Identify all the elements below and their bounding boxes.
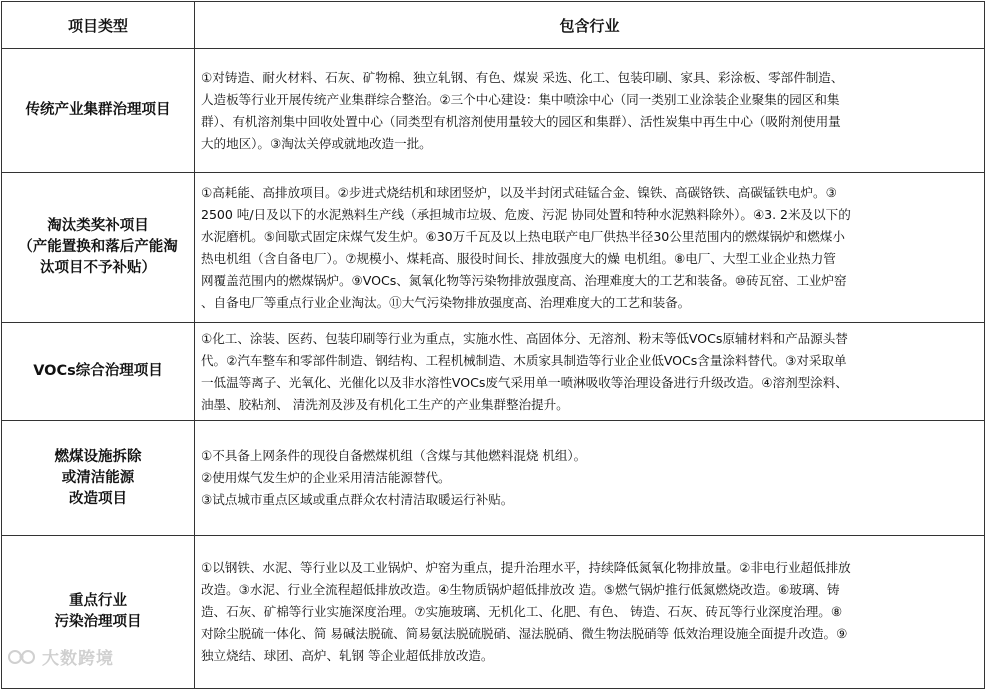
table-row	[2, 536, 985, 689]
project-type-text: 汰项目不予补贴）	[40, 260, 156, 276]
project-type-text: 燃煤设施拆除	[54, 448, 142, 465]
project-type-text: 污染治理项目	[54, 614, 142, 630]
description-line: 2500 吨/日及以下的水泥熟料生产线（承担城市垃圾、危废、污泥 协同处置和特种水泥熟料除外）。④3. 2米及以下的	[201, 206, 851, 222]
header-project-type: 项目类型	[2, 2, 195, 49]
table-row	[2, 421, 985, 536]
description-line: 代。②汽车整车和零部件制造、钢结构、工程机械制造、木质家具制造等行业企业低VOCs含量涂料替代。③对采取单	[201, 352, 847, 368]
description-line: 造、石灰、矿棉等行业实施深度治理。⑦实施玻璃、无机化工、化肥、有色、 铸造、石灰、砖瓦等行业深度治理。⑧	[201, 604, 843, 619]
project-type-cell	[2, 421, 195, 536]
table-header-row	[2, 2, 985, 49]
table-row	[2, 323, 985, 421]
description-line: 大的地区）。③淘汰关停或就地改造一批。	[201, 135, 432, 151]
description-line: 对除尘脱硫一体化、简 易碱法脱硫、简易氨法脱硫脱硝、湿法脱硝、微生物法脱硝等 低效治理设施全面提升改造。⑨	[201, 626, 848, 641]
industry-description-cell	[195, 421, 985, 536]
description-line: 水泥磨机。⑤间歇式固定床煤气发生炉。⑥30万千瓦及以上热电联产电厂供热半径30公里范围内的燃煤锅炉和燃煤小	[201, 228, 845, 244]
description-line: ①化工、涂装、医药、包装印刷等行业为重点，实施水性、高固体分、无溶剂、粉末等低VOCs原辅材料和产品源头替	[201, 330, 848, 346]
description-line: 群）、有机溶剂集中回收处置中心（同类型有机溶剂使用量较大的园区和集群）、活性炭集中再生中心（吸附剂使用量	[201, 113, 841, 129]
industry-table	[1, 1, 985, 689]
industry-description-cell	[195, 173, 985, 323]
description-line: ①高耗能、高排放项目。②步进式烧结机和球团竖炉，以及半封闭式硅锰合金、镍铁、高碳铬铁、高碳锰铁电炉。③	[201, 184, 837, 200]
project-type-text: 淘汰类奖补项目	[47, 218, 149, 234]
project-type-cell	[2, 49, 195, 173]
description-line: 、自备电厂等重点行业企业淘汰。⑪大气污染物排放强度高、治理难度大的工艺和装备。	[201, 294, 691, 310]
watermark-logo-icon	[8, 648, 38, 666]
description-line: 改造。③水泥、行业全流程超低排放改造。④生物质锅炉超低排放改 造。⑤燃气锅炉推行低氮燃烧改造。⑥玻璃、铸	[201, 582, 840, 597]
industry-description-cell	[195, 49, 985, 173]
project-type-text: 重点行业	[69, 593, 127, 609]
project-type-cell	[2, 323, 195, 421]
header-included-industries: 包含行业	[195, 2, 985, 49]
description-line: ③试点城市重点区域或重点群众农村清洁取暖运行补贴。	[201, 492, 514, 507]
project-type-text: VOCs综合治理项目	[33, 363, 163, 379]
description-line: 一低温等离子、光氧化、光催化以及非水溶性VOCs废气采用单一喷淋吸收等治理设备进行升级改造。④溶剂型涂料、	[201, 374, 848, 390]
description-line: 独立烧结、球团、高炉、轧钢 等企业超低排放改造。	[201, 648, 494, 663]
description-line: 网覆盖范围内的燃煤锅炉。⑨VOCs、氮氧化物等污染物排放强度高、治理难度大的工艺和装备。⑩砖瓦窑、工业炉窑	[201, 272, 847, 288]
description-line: 人造板等行业开展传统产业集群综合整治。②三个中心建设：集中喷涂中心（同一类别工业涂装企业聚集的园区和集	[201, 91, 840, 107]
project-type-cell	[2, 173, 195, 323]
description-line: ②使用煤气发生炉的企业采用清洁能源替代。	[201, 470, 451, 485]
description-line: 热电机组（含自备电厂）。⑦规模小、煤耗高、服役时间长、排放强度大的燥 电机组。⑧电厂、大型工业企业热力管	[201, 250, 836, 266]
table-row	[2, 173, 985, 323]
industry-description-cell	[195, 323, 985, 421]
industry-description-cell	[195, 536, 985, 689]
description-line: ①对铸造、耐火材料、石灰、矿物棉、独立轧钢、有色、煤炭 采选、化工、包装印刷、家具、彩涂板、零部件制造、	[201, 69, 844, 85]
project-type-text: 传统产业集群治理项目	[25, 102, 171, 118]
watermark	[8, 644, 114, 669]
description-line: ①以钢铁、水泥、等行业以及工业锅炉、炉窑为重点，提升治理水平，持续降低氮氧化物排放量。②非电行业超低排放	[201, 560, 851, 575]
table-row	[2, 49, 985, 173]
watermark-text: 大数跨境	[42, 649, 114, 669]
project-type-text: 改造项目	[69, 490, 127, 507]
description-line: 油墨、胶粘剂、 清洗剂及涉及有机化工生产的产业集群整治提升。	[201, 396, 569, 412]
project-type-text: 或清洁能源	[61, 469, 135, 486]
project-type-text: （产能置换和落后产能淘	[18, 239, 178, 255]
description-line: ①不具备上网条件的现役自备燃煤机组（含煤与其他燃料混烧 机组）。	[201, 448, 587, 463]
